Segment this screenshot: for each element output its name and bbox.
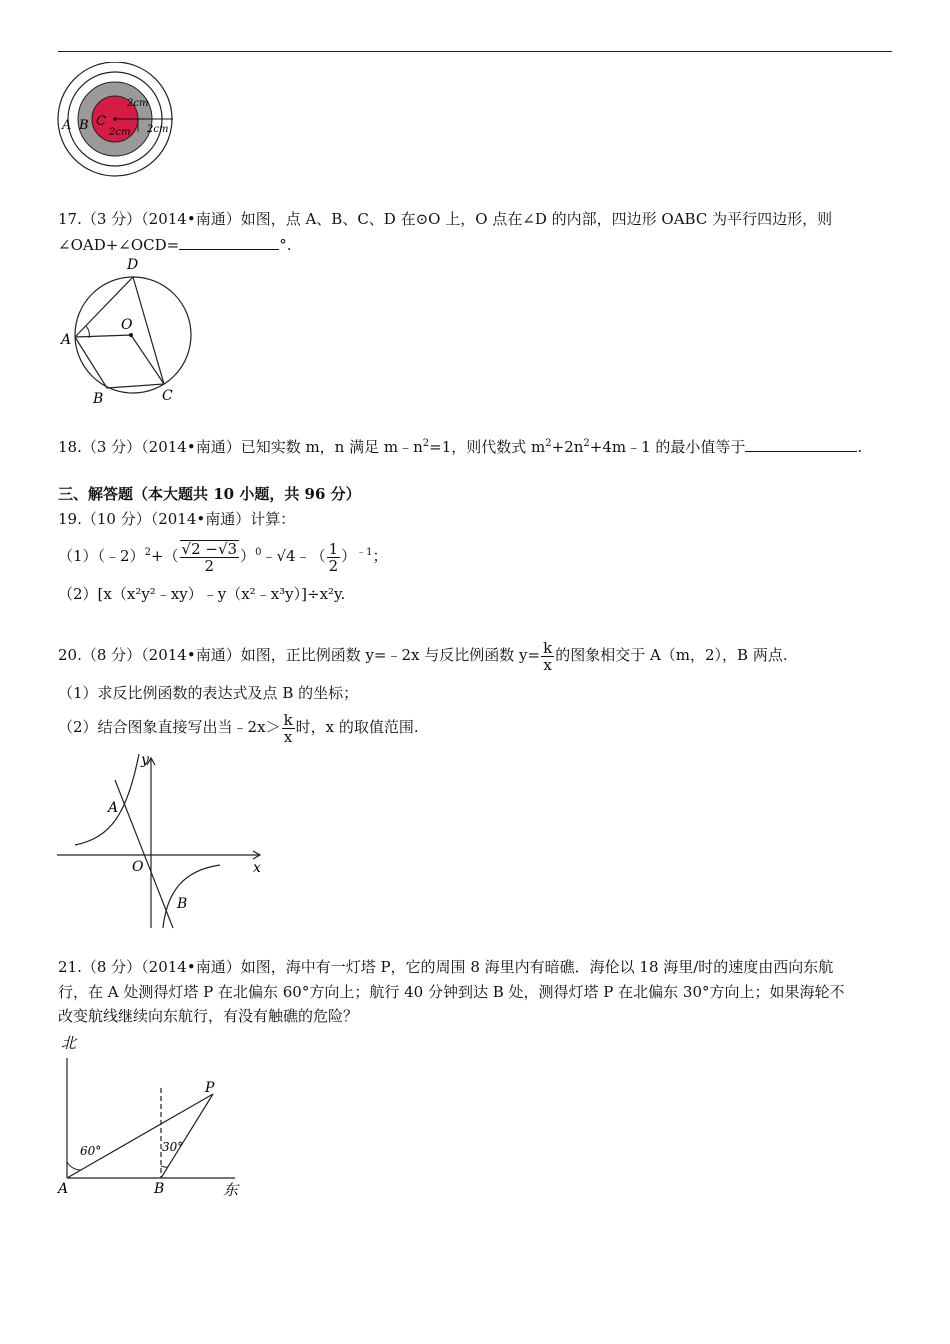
label-D: D bbox=[127, 257, 139, 273]
label-A: A bbox=[58, 1181, 69, 1197]
label-2cm-3: 2cm bbox=[147, 124, 169, 135]
label-O: O bbox=[132, 859, 144, 875]
label-A: A bbox=[62, 118, 72, 133]
q17-line2 bbox=[58, 235, 292, 255]
top-rule bbox=[58, 51, 892, 52]
q19-part2: （2）[x（x²y²﹣xy）﹣y（x²﹣x³y）]÷x²y. bbox=[58, 585, 346, 603]
label-30: 30° bbox=[162, 1140, 184, 1154]
section-3-heading: 三、解答题（本大题共 10 小题，共 96 分） bbox=[58, 485, 361, 503]
label-C: C bbox=[96, 114, 106, 129]
label-north: 北 bbox=[61, 1034, 77, 1052]
label-O: O bbox=[121, 317, 133, 333]
q18-line: 18.（3 分）（2014•南通）已知实数 m，n 满足 $m﹣n^2=1$，则代数式 $m^2+2n^2+4m﹣1$ 的最小值等于 . bbox=[58, 438, 863, 456]
label-B: B bbox=[79, 118, 89, 133]
label-2cm-1: 2cm bbox=[127, 98, 149, 109]
q19-part1: （1）（﹣2）$^2$+（ $\frac{√2 -√3}{2}$ ）$^0$﹣√4﹣（ $\frac{1}{2}$ ）$^{﹣1}$； bbox=[58, 539, 388, 575]
label-B: B bbox=[154, 1181, 165, 1197]
label-60: 60° bbox=[80, 1144, 102, 1158]
q17-answer-blank[interactable] bbox=[179, 235, 279, 250]
q20-graph bbox=[55, 750, 270, 932]
label-C: C bbox=[162, 388, 173, 404]
q17-unit: °. bbox=[279, 236, 292, 254]
q20-part2: （2）结合图象直接写出当﹣2x＞ $\frac{k}{x}$ 时，x 的取值范围. bbox=[58, 710, 419, 746]
q17-line1: 17.（3 分）（2014•南通）如图，点 A、B、C、D 在⊙O 上，O 点在∠D 的内部，四边形 OABC 为平行四边形，则 bbox=[58, 210, 833, 228]
q20-line1: 20.（8 分）（2014•南通）如图，正比例函数 y=﹣2x 与反比例函数 y= $\frac{k}{x}$ 的图象相交于 A（m，2），B 两点. bbox=[58, 638, 788, 674]
target-figure bbox=[55, 62, 180, 182]
label-east: 东 bbox=[223, 1181, 239, 1199]
q20-part1: （1）求反比例函数的表达式及点 B 的坐标； bbox=[58, 684, 359, 702]
q21-line2: 行，在 A 处测得灯塔 P 在北偏东 60°方向上；航行 40 分钟到达 B 处，测得灯塔 P 在北偏东 30°方向上；如果海轮不 bbox=[58, 983, 845, 1001]
label-P: P bbox=[205, 1080, 215, 1096]
label-x: x bbox=[253, 860, 261, 876]
q17-expr: ∠OAD+∠OCD= bbox=[58, 236, 180, 254]
label-B: B bbox=[93, 391, 104, 407]
label-y: y bbox=[141, 752, 149, 768]
q17-circle-figure bbox=[55, 255, 200, 407]
label-B: B bbox=[177, 896, 188, 912]
label-A: A bbox=[108, 800, 119, 816]
q18-answer-blank[interactable] bbox=[745, 437, 857, 452]
label-A: A bbox=[61, 332, 72, 348]
q21-line1: 21.（8 分）（2014•南通）如图，海中有一灯塔 P，它的周围 8 海里内有暗礁．海伦以 18 海里/时的速度由西向东航 bbox=[58, 958, 834, 976]
q21-figure bbox=[55, 1030, 255, 1202]
q21-line3: 改变航线继续向东航行，有没有触礁的危险？ bbox=[58, 1007, 359, 1025]
label-2cm-2: 2cm bbox=[109, 127, 131, 138]
q19-title: 19.（10 分）（2014•南通）计算： bbox=[58, 510, 296, 528]
